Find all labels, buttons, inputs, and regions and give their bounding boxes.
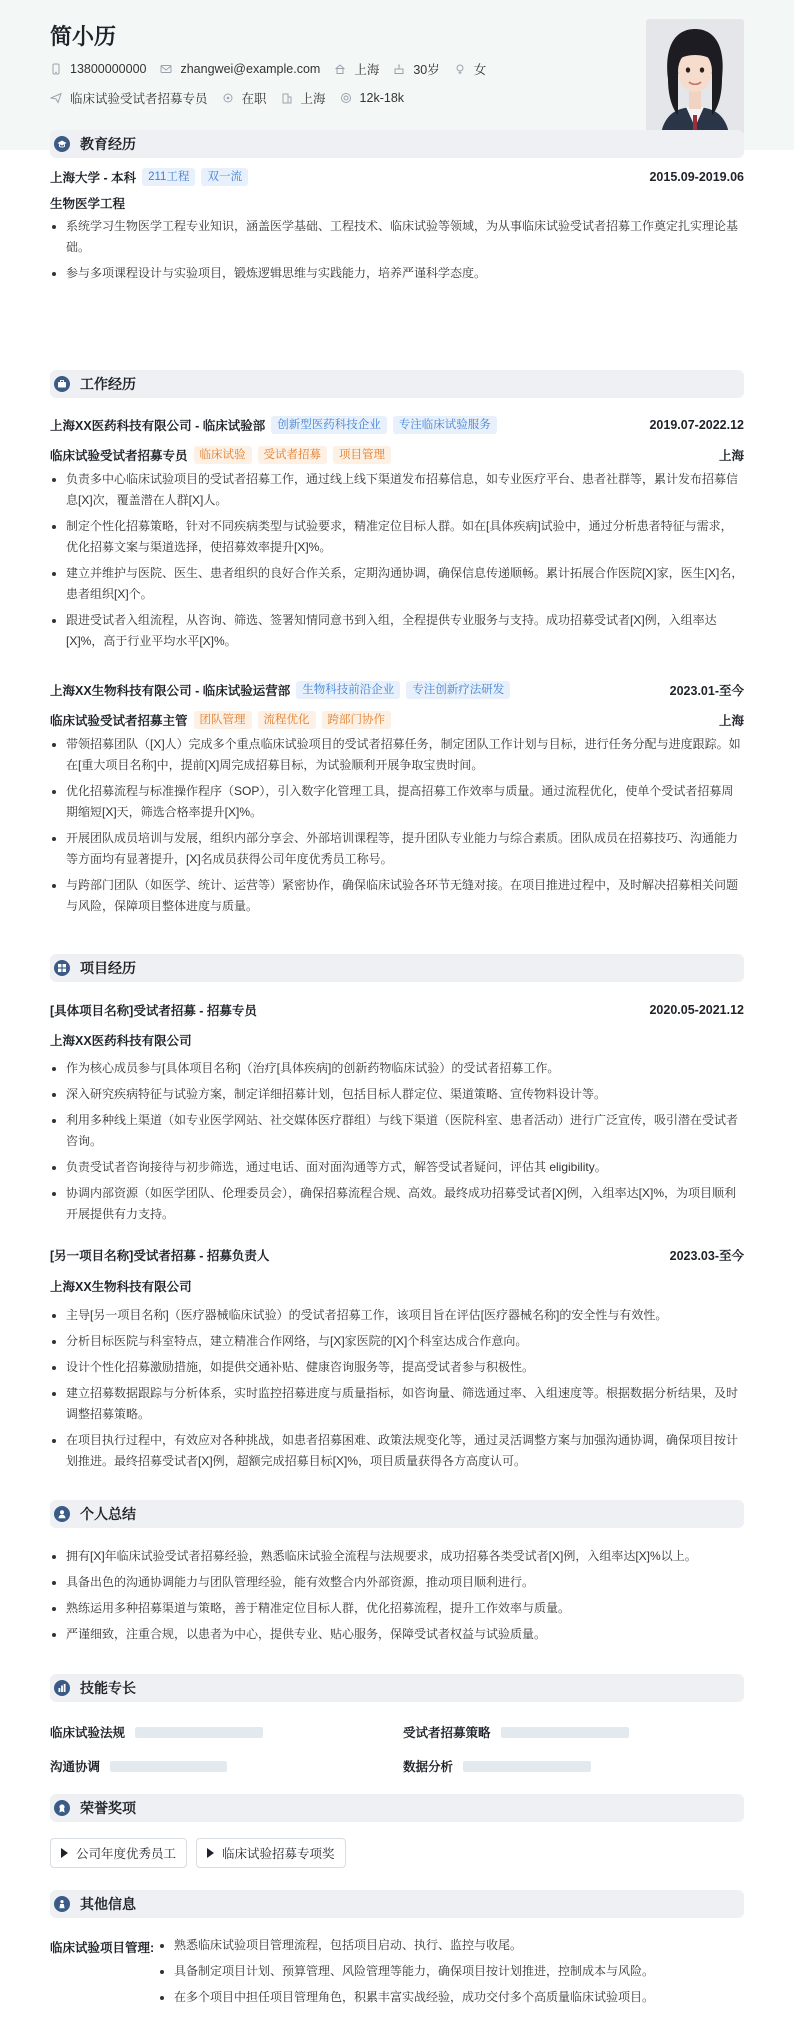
phone-item [50, 62, 146, 76]
project-org-row [50, 1277, 744, 1295]
age-item [393, 60, 439, 78]
medal-icon [54, 1800, 70, 1816]
profile-photo [646, 19, 744, 141]
list-item: 作为核心成员参与[具体项目名称]（治疗[具体疾病]的创新药物临床试验）的受试者招募工作。 [50, 1058, 744, 1079]
user-icon [54, 1506, 70, 1522]
project-name: [另一项目名称]受试者招募 - 招募负责人 [50, 1249, 270, 1263]
section-awards [50, 1794, 744, 1822]
project-bullets [50, 1305, 744, 1477]
send-icon [50, 92, 62, 104]
section-education [50, 130, 744, 158]
gender-item [454, 60, 487, 78]
job-title: 临床试验受试者招募专员 [50, 449, 188, 463]
company-tag: 专注临床试验服务 [393, 416, 497, 434]
list-item: 在多个项目中担任项目管理角色，积累丰富实战经验，成功交付多个高质量临床试验项目。 [158, 1987, 744, 2008]
project-name: [具体项目名称]受试者招募 - 招募专员 [50, 1004, 257, 1018]
role-tag: 受试者招募 [258, 446, 328, 464]
award-chip [196, 1838, 346, 1868]
role-tag: 跨部门协作 [322, 711, 392, 729]
list-item: 具备制定项目计划、预算管理、风险管理等能力，确保项目按计划推进，控制成本与风险。 [158, 1961, 744, 1982]
project-org: 上海XX医药科技有限公司 [50, 1034, 192, 1048]
graduation-cap-icon [54, 136, 70, 152]
skill-name: 沟通协调 [50, 1760, 101, 1774]
award-label: 临床试验招募专项奖 [222, 1847, 335, 1861]
list-item: 与跨部门团队（如医学、统计、运营等）紧密协作，确保临床试验各环节无缝对接。在项目推进过程中，及时解决招募相关问题与风险，保障项目整体进度与质量。 [50, 875, 744, 917]
status-icon [222, 92, 234, 104]
list-item: 在项目执行过程中，有效应对各种挑战，如患者招募困难、政策法规变化等，通过灵活调整方案与加强沟通协调，确保项目按计划推进。最终招募受试者[X]例，超额完成招募目标[X]%，项目质量获得各方高度认可。 [50, 1430, 744, 1472]
list-item: 设计个性化招募激励措施，如提供交通补贴、健康咨询服务等，提高受试者参与积极性。 [50, 1357, 744, 1378]
project-header [50, 1246, 744, 1264]
other-label: 临床试验项目管理: [50, 1941, 155, 1955]
phone-text: 13800000000 [70, 62, 147, 76]
skill-level-bar [110, 1761, 227, 1772]
work-header [50, 681, 744, 699]
company-name: 上海XX生物科技有限公司 - 临床试验运营部 [50, 684, 291, 698]
skill-item [50, 1757, 227, 1775]
gender-icon [454, 63, 466, 75]
school-tag: 211工程 [142, 168, 195, 186]
summary-bullets [50, 1546, 744, 1650]
section-title-text: 其他信息 [80, 1896, 136, 1912]
skill-name: 临床试验法规 [50, 1726, 126, 1740]
list-item: 严谨细致，注重合规，以患者为中心，提供专业、贴心服务，保障受试者权益与试验质量。 [50, 1624, 744, 1645]
section-title-text: 教育经历 [80, 136, 136, 152]
company-name: 上海XX医药科技有限公司 - 临床试验部 [50, 419, 266, 433]
mail-icon [160, 63, 172, 75]
role-tag: 团队管理 [194, 711, 252, 729]
home-icon [334, 63, 346, 75]
work-location: 上海 [718, 449, 744, 463]
project-date: 2023.03-至今 [669, 1249, 744, 1263]
company-tag: 专注创新疗法研发 [406, 681, 510, 699]
list-item: 参与多项课程设计与实验项目，锻炼逻辑思维与实践能力，培养严谨科学态度。 [50, 263, 744, 284]
list-item: 利用多种线上渠道（如专业医学网站、社交媒体医疗群组）与线下渠道（医院科室、患者活动）进行广泛宣传，吸引潜在受试者咨询。 [50, 1110, 744, 1152]
list-item: 熟悉临床试验项目管理流程，包括项目启动、执行、监控与收尾。 [158, 1935, 744, 1956]
status-text: 在职 [241, 92, 267, 106]
list-item: 熟练运用多种招募渠道与策略，善于精准定位目标人群，优化招募流程，提升工作效率与质量。 [50, 1598, 744, 1619]
work-city-text: 上海 [300, 92, 326, 106]
age-text: 30岁 [413, 63, 440, 77]
list-item: 开展团队成员培训与发展，组织内部分享会、外部培训课程等，提升团队专业能力与综合素质。团队成员在招募技巧、沟通能力等方面均有显著提升，[X]名成员获得公司年度优秀员工称号。 [50, 828, 744, 870]
list-item: 拥有[X]年临床试验受试者招募经验，熟悉临床试验全流程与法规要求，成功招募各类受试者[X]例，入组率达[X]%以上。 [50, 1546, 744, 1567]
job-row [50, 89, 418, 107]
list-item: 主导[另一项目名称]（医疗器械临床试验）的受试者招募工作，该项目旨在评估[医疗器械名称]的安全性与有效性。 [50, 1305, 744, 1326]
project-date: 2020.05-2021.12 [649, 1003, 744, 1017]
work-bullets [50, 734, 744, 922]
list-item: 协调内部资源（如医学团队、伦理委员会），确保招募流程合规、高效。最终成功招募受试者[X]例，入组率达[X]%，为项目顺利开展提供有力支持。 [50, 1183, 744, 1225]
role-tag: 项目管理 [333, 446, 391, 464]
salary-icon [340, 92, 352, 104]
city-item [334, 60, 379, 78]
skill-level-bar [463, 1761, 591, 1772]
work-city-item [281, 89, 326, 107]
list-item: 跟进受试者入组流程，从咨询、筛选、签署知情同意书到入组，全程提供专业服务与支持。成功招募受试者[X]例，入组率达[X]%，高于行业平均水平[X]%。 [50, 610, 744, 652]
project-org: 上海XX生物科技有限公司 [50, 1280, 192, 1294]
skill-item [403, 1723, 629, 1741]
list-item: 分析目标医院与科室特点，建立精准合作网络，与[X]家医院的[X]个科室达成合作意向。 [50, 1331, 744, 1352]
contact-row [50, 60, 500, 78]
job-target-item [50, 89, 208, 107]
section-summary [50, 1500, 744, 1528]
work-header [50, 416, 744, 434]
cake-icon [393, 63, 405, 75]
company-tag: 创新型医药科技企业 [271, 416, 387, 434]
education-bullets [50, 216, 744, 289]
list-item: 负责多中心临床试验项目的受试者招募工作，通过线上线下渠道发布招募信息，如专业医疗平台、患者社群等，累计发布招募信息[X]次，覆盖潜在人群[X]人。 [50, 469, 744, 511]
section-title-text: 荣誉奖项 [80, 1800, 136, 1816]
work-date: 2019.07-2022.12 [649, 418, 744, 432]
email-item [160, 62, 320, 76]
list-item: 具备出色的沟通协调能力与团队管理经验，能有效整合内外部资源，推动项目顺利进行。 [50, 1572, 744, 1593]
education-date: 2015.09-2019.06 [649, 170, 744, 184]
section-title-text: 技能专长 [80, 1680, 136, 1696]
briefcase-icon [54, 376, 70, 392]
person-icon [54, 1896, 70, 1912]
project-header [50, 1001, 744, 1019]
salary-item [340, 91, 404, 105]
work-role-row [50, 711, 744, 729]
building-icon [281, 92, 293, 104]
skill-item [403, 1757, 591, 1775]
skill-level-bar [501, 1727, 629, 1738]
work-role-row [50, 446, 744, 464]
award-label: 公司年度优秀员工 [76, 1847, 177, 1861]
award-chip [50, 1838, 187, 1868]
education-header [50, 168, 744, 186]
work-date: 2023.01-至今 [669, 684, 744, 698]
section-skills [50, 1674, 744, 1702]
phone-icon [50, 63, 62, 75]
avatar [646, 19, 744, 141]
skill-name: 受试者招募策略 [403, 1726, 491, 1740]
school-tag: 双一流 [201, 168, 248, 186]
gender-text: 女 [473, 63, 487, 77]
company-tag: 生物科技前沿企业 [296, 681, 400, 699]
skill-name: 数据分析 [403, 1760, 454, 1774]
play-icon [61, 1848, 68, 1858]
list-item: 优化招募流程与标准操作程序（SOP），引入数字化管理工具，提高招募工作效率与质量。通过流程优化，使单个受试者招募周期缩短[X]天，筛选合格率提升[X]%。 [50, 781, 744, 823]
other-bullets [158, 1935, 744, 2013]
skill-item [50, 1723, 263, 1741]
major-name: 生物医学工程 [50, 197, 126, 211]
list-item: 制定个性化招募策略，针对不同疾病类型与试验要求，精准定位目标人群。如在[具体疾病]试验中，通过分析患者特征与需求，优化招募文案与渠道选择，使招募效率提升[X]%。 [50, 516, 744, 558]
play-icon [207, 1848, 214, 1858]
status-item [222, 89, 267, 107]
list-item: 建立招募数据跟踪与分析体系，实时监控招募进度与质量指标，如咨询量、筛选通过率、入组速度等。根据数据分析结果，及时调整招募策略。 [50, 1383, 744, 1425]
list-item: 建立并维护与医院、医生、患者组织的良好合作关系，定期沟通协调，确保信息传递顺畅。累计拓展合作医院[X]家，医生[X]名，患者组织[X]个。 [50, 563, 744, 605]
email-text: zhangwei@example.com [180, 62, 321, 76]
section-other [50, 1890, 744, 1918]
role-tag: 流程优化 [258, 711, 316, 729]
section-projects [50, 954, 744, 982]
project-org-row [50, 1031, 744, 1049]
work-location: 上海 [718, 714, 744, 728]
chart-bar-icon [54, 1680, 70, 1696]
section-title-text: 个人总结 [80, 1506, 136, 1522]
role-tag: 临床试验 [194, 446, 252, 464]
salary-text: 12k-18k [359, 91, 405, 105]
section-work [50, 370, 744, 398]
resume-header [0, 0, 794, 150]
list-item: 系统学习生物医学工程专业知识，涵盖医学基础、工程技术、临床试验等领域，为从事临床试验受试者招募工作奠定扎实理论基础。 [50, 216, 744, 258]
candidate-name: 简小历 [50, 24, 117, 49]
section-title-text: 项目经历 [80, 960, 136, 976]
work-bullets [50, 469, 744, 657]
list-item: 负责受试者咨询接待与初步筛选，通过电话、面对面沟通等方式，解答受试者疑问，评估其 eligibility。 [50, 1157, 744, 1178]
list-item: 带领招募团队（[X]人）完成多个重点临床试验项目的受试者招募任务，制定团队工作计划与目标，进行任务分配与进度跟踪。如在[重大项目名称]中，提前[X]周完成招募目标，为试验顺利开展争取宝贵时间。 [50, 734, 744, 776]
city-text: 上海 [354, 63, 380, 77]
education-major-row [50, 194, 744, 212]
list-item: 深入研究疾病特征与试验方案，制定详细招募计划，包括目标人群定位、渠道策略、宣传物料设计等。 [50, 1084, 744, 1105]
job-title: 临床试验受试者招募主管 [50, 714, 188, 728]
school-name: 上海大学 - 本科 [50, 171, 137, 185]
section-title-text: 工作经历 [80, 376, 136, 392]
grid-icon [54, 960, 70, 976]
skill-level-bar [135, 1727, 263, 1738]
job-target-text: 临床试验受试者招募专员 [70, 92, 208, 106]
project-bullets [50, 1058, 744, 1230]
